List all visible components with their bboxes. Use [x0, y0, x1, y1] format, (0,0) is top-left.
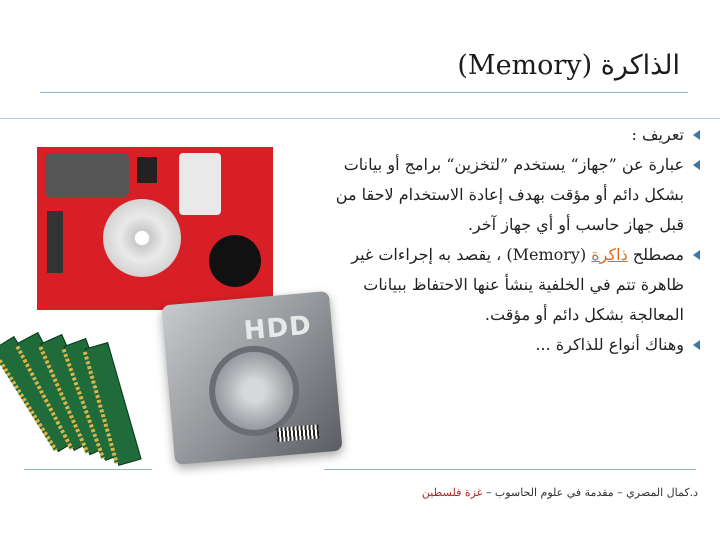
hard-disk-image — [161, 291, 342, 465]
ram-modules-image — [10, 330, 160, 460]
bullet-list — [330, 120, 700, 360]
slide-footer — [422, 486, 698, 499]
bullet-arrow-icon — [693, 340, 700, 350]
bullet-arrow-icon — [693, 130, 700, 140]
memory-link[interactable]: ذاكرة — [591, 245, 628, 264]
cd-disc-image — [103, 199, 181, 277]
mp3-player-image — [179, 153, 221, 215]
bullet-arrow-icon — [693, 250, 700, 260]
bullet-text: تعريف : — [631, 125, 684, 144]
title-divider-light — [0, 118, 720, 119]
bullet-item — [330, 150, 700, 240]
bullet-prefix: مصطلح — [632, 245, 684, 264]
slide-title: الذاكرة (Memory) — [457, 50, 680, 81]
barcode-icon — [276, 424, 319, 442]
hdd-platter-cover — [205, 342, 303, 440]
bullet-item — [330, 120, 700, 150]
footer-divider-right — [324, 469, 696, 470]
memory-card-image — [137, 157, 157, 183]
usb-drive-image — [47, 211, 63, 273]
bullet-item — [330, 240, 700, 330]
footer-divider-left — [24, 469, 152, 470]
storage-devices-photo — [37, 147, 273, 310]
bullet-arrow-icon — [693, 160, 700, 170]
bullet-text: عبارة عن ”جهاز“ يستخدم ”لتخزين“ برامج أو بيانات بشكل دائم أو مؤقت بهدف إعادة الاستخدام لاحقا من قبل جهاز حاسب أو أي جهاز آخر. — [335, 155, 684, 234]
bullet-item — [330, 330, 700, 360]
floppy-disk-image — [209, 235, 261, 287]
footer-place: غزة فلسطين — [421, 486, 483, 499]
bullet-text: وهناك أنواع للذاكرة ... — [535, 335, 684, 354]
hdd-label: HDD — [242, 310, 313, 347]
footer-author: د.كمال المصري – مقدمة في علوم الحاسوب – — [485, 486, 698, 499]
title-divider — [40, 92, 688, 93]
card-reader-image — [45, 153, 129, 197]
bullet-text: (Memory) ، يقصد به إجراءات غير ظاهرة تتم في الخلفية ينشأ عنها الاحتفاظ ببيانات المعالجة بشكل دائم أو مؤقت. — [351, 245, 684, 324]
